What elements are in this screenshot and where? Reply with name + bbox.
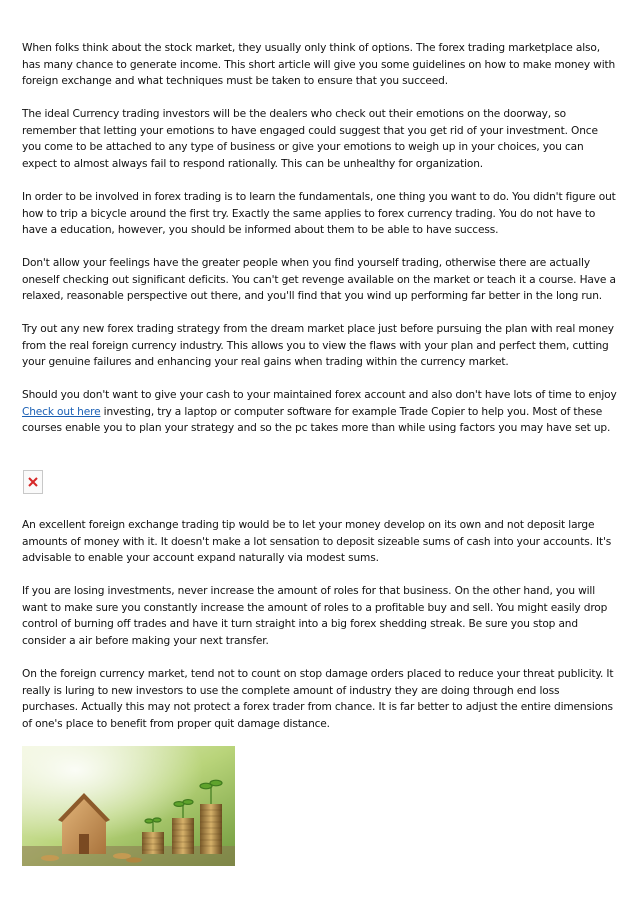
paragraph-software — [22, 387, 618, 437]
paragraph-fundamentals: In order to be involved in forex trading is to learn the fundamentals, one thing you want to do. You didn't figure out how to trip a bicycle around the first try. Exactly the same applies to forex currency trading. You do not have to have a education, however, you should be informed about them to be able to have success. — [22, 191, 616, 237]
paragraph-growth: An excellent foreign exchange trading tip would be to let your money develop on its own and not deposit large amounts of money with it. It doesn't make a lot sensation to deposit sizeable sums of cash into your accounts. It's advisable to enable your account expand naturally via modest sums. — [22, 519, 612, 565]
house-coins-photo — [22, 746, 235, 866]
paragraph-software-text-end: investing, try a laptop or computer software for example Trade Copier to help you. Most of these courses enable you to plan your strategy and so the pc takes more than while using factors you may have set up. — [22, 405, 611, 435]
paragraph-losing: If you are losing investments, never increase the amount of roles for that business. On the other hand, you will want to make sure you constantly increase the amount of roles to a profitable buy and sell. You might easily drop control of burning off trades and have it turn straight into a big forex shedding streak. Be sure you stop and consider a air before making your next transfer. — [22, 585, 608, 647]
paragraph-software-text-start: Should you don't want to give your cash to your maintained forex account and also don't have lots of time to enjoy — [22, 389, 617, 401]
check-out-here-link[interactable]: Check out here — [22, 405, 101, 418]
paragraph-emotions: The ideal Currency trading investors will be the dealers who check out their emotions on the doorway, so remember that letting your emotions to have engaged could suggest that you get rid of your investment. Once you come to be attached to any type of business or give your emotions to weigh up in your choices, you can expect to almost always fail to respond rationally. This can be unhealthy for organization. — [22, 108, 598, 170]
paragraph-stop-loss: On the foreign currency market, tend not to count on stop damage orders placed to reduce your threat publicity. It really is luring to new investors to use the complete amount of industry they are doing through end loss purchases. Actually this may not protect a forex trader from chance. It is far better to adjust the entire dimensions of one's place to benefit from proper quit damage distance. — [22, 668, 614, 730]
paragraph-feelings: Don't allow your feelings have the greater people when you find yourself trading, otherwise there are actually oneself checking out significant deficits. You can't get revenge available on the market or teach it a course. Have a relaxed, reasonable perspective out there, and you'll find that you wind up performing far better in the long run. — [22, 257, 616, 303]
paragraph-strategy: Try out any new forex trading strategy from the dream market place just before pursuing the plan with real money from the real foreign currency industry. This allows you to view the flaws with your plan and perfect them, cutting your genuine failures and enhancing your real gains when trading within the currency market. — [22, 323, 614, 369]
broken-image-icon — [23, 470, 43, 494]
paragraph-intro: When folks think about the stock market, they usually only think of options. The forex trading marketplace also, has many chance to generate income. This short article will give you some guidelines on how to make money with foreign exchange and what techniques must be taken to ensure that you succeed. — [22, 42, 616, 88]
